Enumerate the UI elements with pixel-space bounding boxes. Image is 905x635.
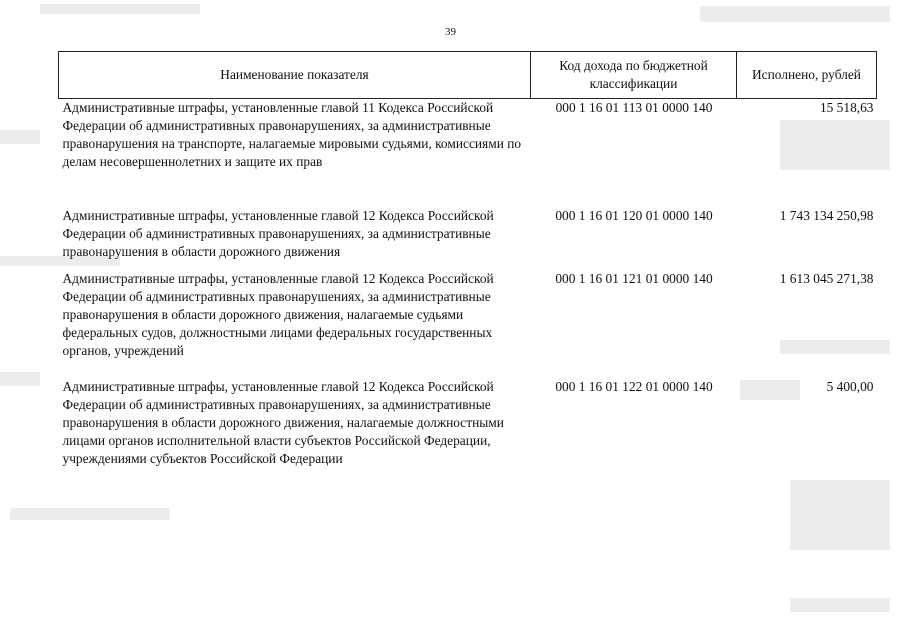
scan-artifact	[0, 130, 40, 144]
header-name: Наименование показателя	[59, 52, 531, 99]
scan-artifact	[700, 6, 890, 22]
row-amount: 1 613 045 271,38	[779, 271, 874, 286]
row-amount: 1 743 134 250,98	[779, 208, 874, 223]
row-name: Административные штрафы, установленные главой 12 Кодекса Российской Федерации об административных правонарушениях, за административные правонарушения в области дорожного движения, налагаемые должностными лицами органов исполнительной власти субъектов Российской Федерации, учреждениями субъектов Российской Федерации	[62, 379, 504, 466]
row-code: 000 1 16 01 113 01 0000 140	[555, 100, 713, 115]
scan-artifact	[790, 480, 890, 550]
row-name: Административные штрафы, установленные главой 11 Кодекса Российской Федерации об административных правонарушениях, за административные правонарушения на транспорте, налагаемые мировыми судьями, комиссиями по делам несовершеннолетних и защите их прав	[62, 100, 522, 169]
row-code: 000 1 16 01 122 01 0000 140	[555, 379, 713, 394]
table-row	[59, 270, 877, 378]
scan-artifact	[10, 508, 170, 520]
table-row	[59, 99, 877, 208]
row-code: 000 1 16 01 121 01 0000 140	[555, 271, 713, 286]
table-header-row	[59, 52, 877, 99]
row-amount: 5 400,00	[826, 379, 874, 394]
row-amount: 15 518,63	[819, 100, 874, 115]
row-name: Административные штрафы, установленные главой 12 Кодекса Российской Федерации об административных правонарушениях, за административные правонарушения в области дорожного движения, налагаемые судьями федеральных судов, должностными лицами федеральных государственных органов, учреждений	[62, 271, 494, 358]
row-name: Административные штрафы, установленные главой 12 Кодекса Российской Федерации об административных правонарушениях, за административные правонарушения в области дорожного движения	[62, 208, 494, 259]
header-code: Код дохода по бюджетной классификации	[531, 52, 737, 99]
revenue-table	[58, 51, 877, 488]
scan-artifact	[0, 372, 40, 386]
page-number	[0, 26, 905, 38]
page-number-text: 39	[445, 26, 456, 38]
table-row	[59, 378, 877, 488]
scan-artifact	[40, 4, 200, 14]
header-amount: Исполнено, рублей	[737, 52, 877, 99]
row-code: 000 1 16 01 120 01 0000 140	[555, 208, 713, 223]
scan-artifact	[790, 598, 890, 612]
table-row	[59, 207, 877, 270]
